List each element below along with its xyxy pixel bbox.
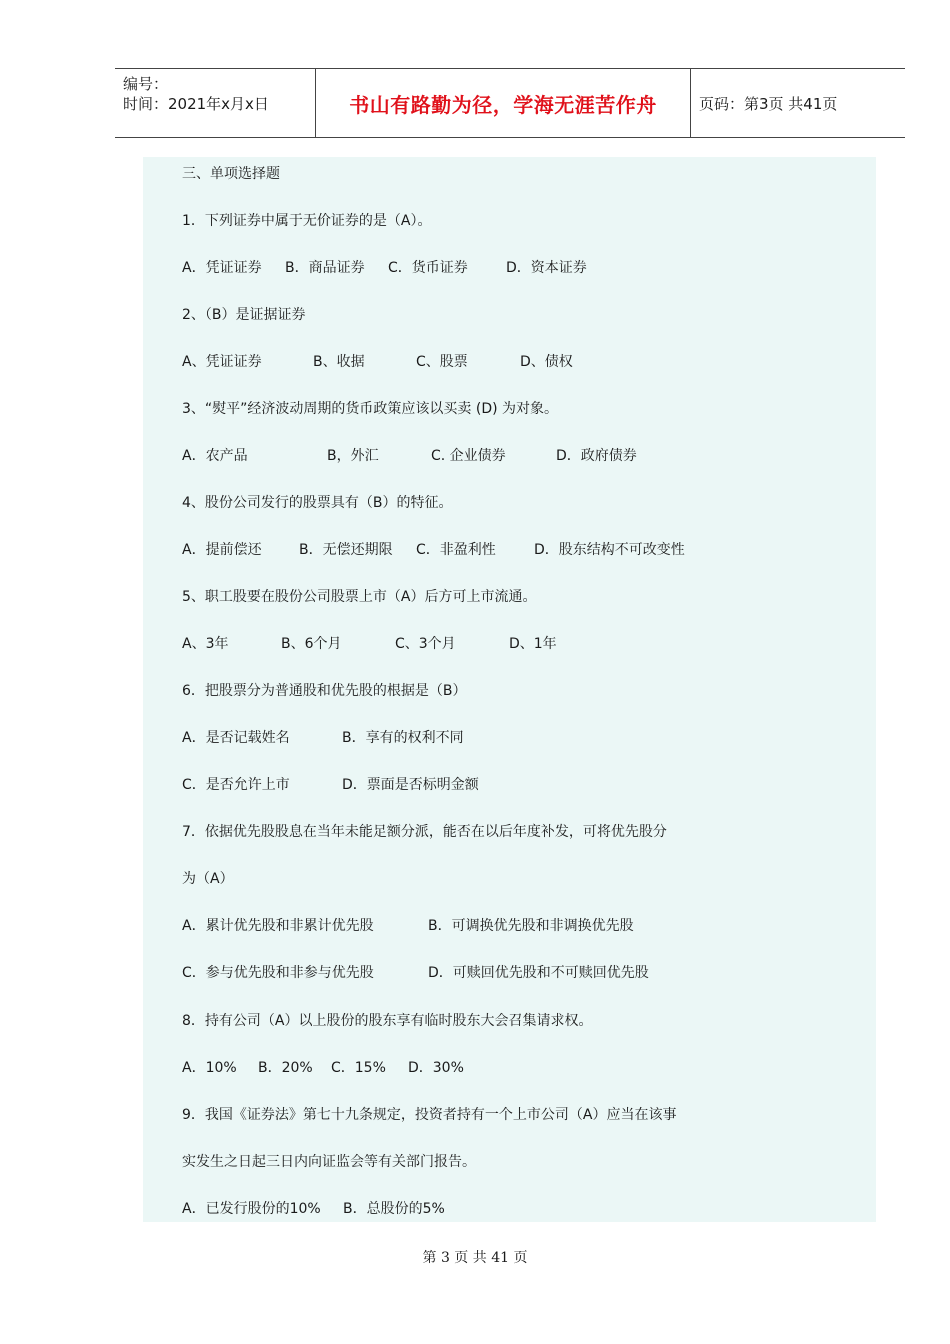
q4-option-d: D．股东结构不可改变性 bbox=[534, 542, 685, 558]
q5-option-b: B、6个月 bbox=[281, 636, 342, 652]
question-2: 2、（B）是证据证券 bbox=[182, 307, 306, 323]
section-title: 三、单项选择题 bbox=[182, 166, 280, 182]
page-info: 页码：第3页 共41页 bbox=[699, 94, 838, 113]
q3-option-c: C. 企业债券 bbox=[431, 448, 506, 464]
q2-option-a: A、凭证证券 bbox=[182, 354, 262, 370]
q5-option-d: D、1年 bbox=[509, 636, 557, 652]
question-7-cont: 为（A） bbox=[182, 871, 234, 887]
q3-option-a: A．农产品 bbox=[182, 448, 248, 464]
question-7: 7．依据优先股股息在当年未能足额分派，能否在以后年度补发，可将优先股分 bbox=[182, 824, 667, 840]
question-4: 4、股份公司发行的股票具有（B）的特征。 bbox=[182, 495, 453, 511]
header-motto-cell bbox=[315, 69, 691, 137]
q6-option-b: B．享有的权利不同 bbox=[342, 730, 464, 746]
q2-option-c: C、股票 bbox=[416, 354, 468, 370]
header-page-cell bbox=[691, 69, 905, 137]
q2-option-b: B、收据 bbox=[313, 354, 365, 370]
q5-option-c: C、3个月 bbox=[395, 636, 456, 652]
q6-option-a: A．是否记载姓名 bbox=[182, 730, 290, 746]
q6-option-d: D．票面是否标明金额 bbox=[342, 777, 479, 793]
header-meta-cell bbox=[115, 69, 315, 137]
q3-option-b: B，外汇 bbox=[327, 448, 379, 464]
question-9-cont: 实发生之日起三日内向证监会等有关部门报告。 bbox=[182, 1154, 476, 1170]
q4-option-a: A．提前偿还 bbox=[182, 542, 262, 558]
q4-option-c: C．非盈利性 bbox=[416, 542, 496, 558]
q9-option-b: B．总股份的5% bbox=[343, 1201, 445, 1217]
q8-option-d: D．30% bbox=[408, 1060, 464, 1076]
question-1: 1．下列证券中属于无价证券的是（A）。 bbox=[182, 213, 432, 229]
code-label: 编号： bbox=[123, 75, 169, 93]
page-header bbox=[115, 68, 905, 138]
q8-option-a: A．10% bbox=[182, 1060, 237, 1076]
q7-option-c: C．参与优先股和非参与优先股 bbox=[182, 965, 374, 981]
question-8: 8．持有公司（A）以上股份的股东享有临时股东大会召集请求权。 bbox=[182, 1013, 593, 1029]
q1-option-c: C．货币证券 bbox=[388, 260, 468, 276]
q6-option-c: C．是否允许上市 bbox=[182, 777, 290, 793]
q9-option-a: A．已发行股份的10% bbox=[182, 1201, 321, 1217]
q8-option-b: B．20% bbox=[258, 1060, 313, 1076]
q4-option-b: B．无偿还期限 bbox=[299, 542, 393, 558]
question-5: 5、职工股要在股份公司股票上市（A）后方可上市流通。 bbox=[182, 589, 537, 605]
q3-option-d: D．政府债券 bbox=[556, 448, 637, 464]
q2-option-d: D、债权 bbox=[520, 354, 573, 370]
motto-text: 书山有路勤为径，学海无涯苦作舟 bbox=[349, 92, 657, 117]
q1-option-a: A．凭证证券 bbox=[182, 260, 262, 276]
question-3: 3、“熨平”经济波动周期的货币政策应该以买卖 (D) 为对象。 bbox=[182, 401, 559, 417]
q7-option-a: A．累计优先股和非累计优先股 bbox=[182, 918, 374, 934]
question-panel bbox=[143, 157, 876, 1222]
q1-option-b: B．商品证券 bbox=[285, 260, 365, 276]
time-label: 时间：2021年x月x日 bbox=[123, 95, 269, 113]
q8-option-c: C．15% bbox=[331, 1060, 386, 1076]
q1-option-d: D．资本证券 bbox=[506, 260, 587, 276]
q7-option-b: B．可调换优先股和非调换优先股 bbox=[428, 918, 634, 934]
page-footer: 第 3 页 共 41 页 bbox=[422, 1250, 528, 1266]
q7-option-d: D．可赎回优先股和不可赎回优先股 bbox=[428, 965, 649, 981]
q5-option-a: A、3年 bbox=[182, 636, 229, 652]
question-6: 6．把股票分为普通股和优先股的根据是（B） bbox=[182, 683, 467, 699]
question-9: 9．我国《证券法》第七十九条规定，投资者持有一个上市公司（A）应当在该事 bbox=[182, 1107, 677, 1123]
